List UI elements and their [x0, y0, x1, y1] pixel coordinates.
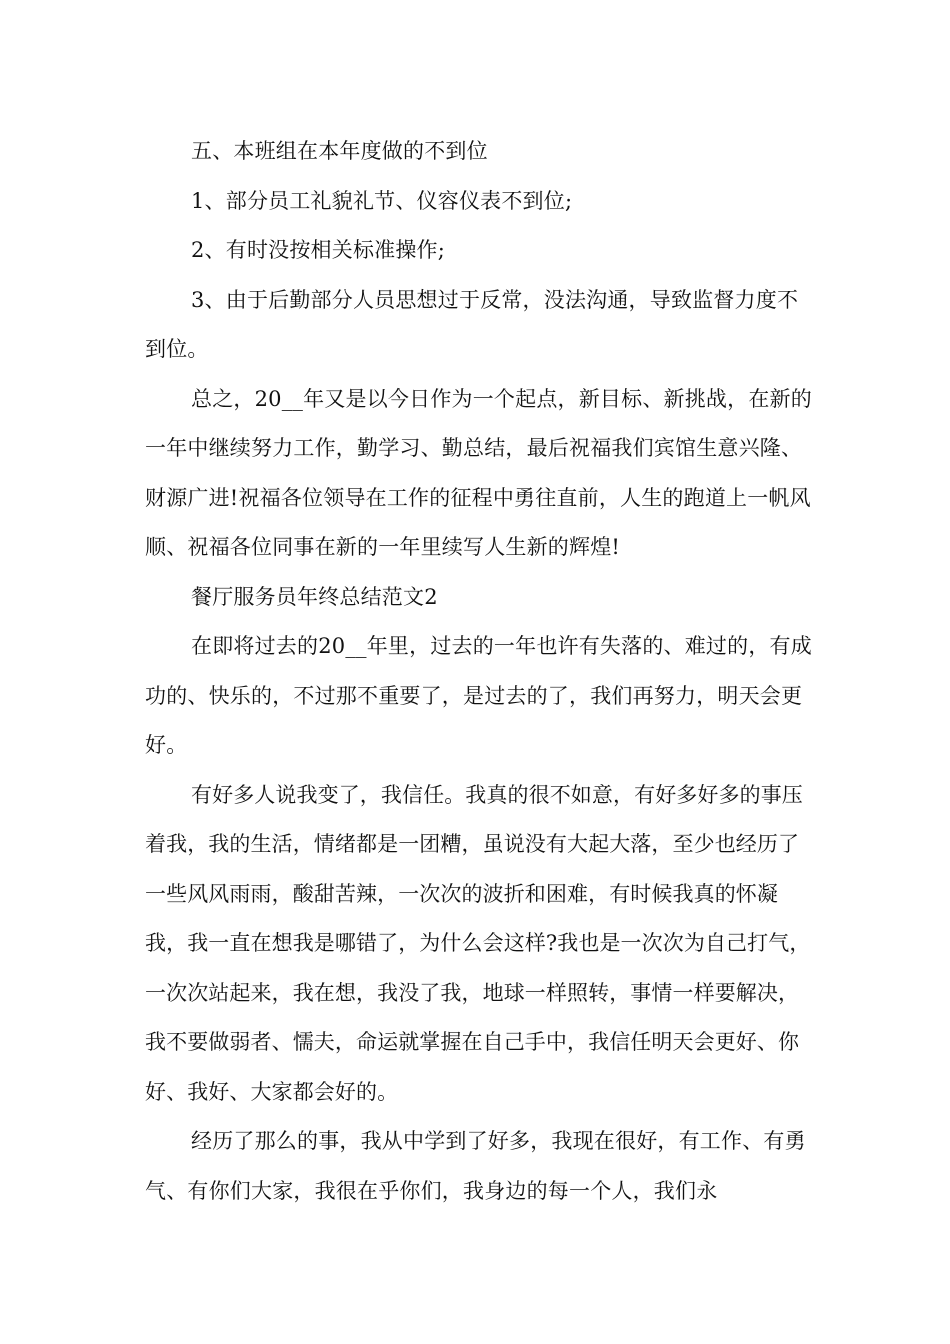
section-heading: 五、本班组在本年度做的不到位	[191, 139, 488, 163]
body-paragraph: 在即将过去的20__年里，过去的一年也许有失落的、难过的，有成功的、快乐的，不过那不重要了，是过去的了，我们再努力，明天会更好。	[145, 634, 812, 757]
document-body	[145, 127, 815, 1216]
article-title: 餐厅服务员年终总结范文2	[191, 584, 438, 609]
body-paragraph: 经历了那么的事，我从中学到了好多，我现在很好，有工作、有勇气、有你们大家，我很在乎你们，我身边的每一个人，我们永	[145, 1129, 806, 1203]
list-item: 2、有时没按相关标准操作;	[191, 238, 446, 262]
list-item: 3、由于后勤部分人员思想过于反常，没法沟通，导致监督力度不到位。	[145, 287, 799, 361]
body-paragraph: 有好多人说我变了，我信任。我真的很不如意，有好多好多的事压着我，我的生活，情绪都是一团糟，虽说没有大起大落，至少也经历了一些风风雨雨，酸甜苦辣，一次次的波折和困难，有时候我真的怀凝我，我一直在想我是哪错了，为什么会这样?我也是一次次为自己打气，一次次站起来，我在想，我没了我，地球一样照转，事情一样要解决，我不要做弱者、懦夫，命运就掌握在自己手中，我信任明天会更好、你好、我好、大家都会好的。	[145, 782, 811, 1104]
body-paragraph: 总之，20__年又是以今日作为一个起点，新目标、新挑战，在新的一年中继续努力工作，勤学习、勤总结，最后祝福我们宾馆生意兴隆、财源广进!祝福各位领导在工作的征程中勇往直前，人生的跑道上一帆风顺、祝福各位同事在新的一年里续写人生新的辉煌!	[145, 386, 812, 559]
list-item: 1、部分员工礼貌礼节、仪容仪表不到位;	[191, 188, 573, 213]
